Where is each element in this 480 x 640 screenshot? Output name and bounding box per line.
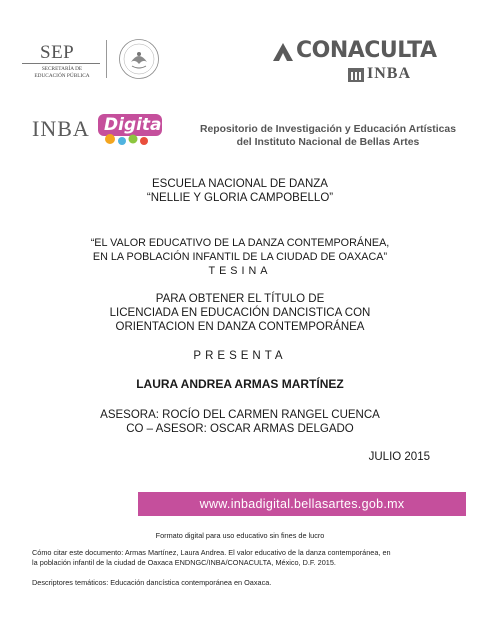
- mexico-seal-icon: [118, 38, 160, 80]
- purpose-line1: PARA OBTENER EL TÍTULO DE: [155, 293, 325, 305]
- thesis-date: JULIO 2015: [368, 451, 430, 463]
- advisors: [0, 408, 480, 436]
- repository-heading: [183, 123, 473, 149]
- co-advisor-name: CO – ASESOR: OSCAR ARMAS DELGADO: [126, 423, 354, 435]
- conaculta-symbol-icon: [272, 42, 294, 62]
- sep-logo-rule: [22, 63, 100, 64]
- presents-label: PRESENTA: [193, 350, 287, 362]
- descriptors-text: Descriptores temáticos: Educación dancística contemporánea en Oaxaca.: [32, 578, 272, 587]
- purpose-line3: ORIENTACION EN DANZA CONTEMPORÁNEA: [115, 321, 365, 333]
- purpose-line2: LICENCIADA EN EDUCACIÓN DANCISTICA CON: [109, 307, 371, 319]
- school-name: [0, 177, 480, 205]
- sep-logo-subtitle: [22, 66, 102, 80]
- advisor-name: ASESORA: ROCÍO DEL CARMEN RANGEL CUENCA: [100, 409, 380, 421]
- degree-purpose: [0, 292, 480, 334]
- repository-line2: del Instituto Nacional de Bellas Artes: [236, 137, 420, 148]
- logo-divider: [106, 40, 107, 78]
- title-line2: EN LA POBLACIÓN INFANTIL DE LA CIUDAD DE OAXACA”: [92, 251, 388, 263]
- title-line1: “EL VALOR EDUCATIVO DE LA DANZA CONTEMPORÁNEA,: [90, 237, 390, 249]
- repository-url-link[interactable]: www.inbadigital.bellasartes.gob.mx: [199, 497, 405, 511]
- school-line1: ESCUELA NACIONAL DE DANZA: [152, 178, 328, 190]
- sep-logo-text: SEP: [40, 42, 75, 63]
- inba-digital-logo-inba: INBA: [32, 116, 90, 141]
- school-line2: “NELLIE Y GLORIA CAMPOBELLO”: [146, 192, 334, 204]
- citation-line1: Cómo citar este documento: Armas Martínez, Laura Andrea. El valor educativo de la danza contemporánea, en: [32, 548, 391, 557]
- sep-subtitle-line2: EDUCACIÓN PÚBLICA: [34, 73, 90, 79]
- author-name: LAURA ANDREA ARMAS MARTÍNEZ: [136, 377, 344, 391]
- inba-digital-logo-digital: Digital: [104, 115, 168, 135]
- inba-logo-text: INBA: [367, 65, 412, 82]
- repository-line1: Repositorio de Investigación y Educación Artísticas: [200, 124, 456, 135]
- citation-text: [32, 548, 462, 568]
- thesis-type: TESINA: [208, 265, 272, 277]
- usage-notice: Formato digital para uso educativo sin fines de lucro: [155, 531, 325, 540]
- sep-subtitle-line1: SECRETARÍA DE: [41, 66, 83, 72]
- citation-line2: la población infantil de la ciudad de Oaxaca ENDNGC/INBA/CONACULTA, México, D.F. 2015.: [32, 558, 336, 567]
- thesis-title: [0, 236, 480, 278]
- conaculta-logo-text: CONACULTA: [296, 38, 437, 63]
- inba-building-icon: [348, 68, 364, 82]
